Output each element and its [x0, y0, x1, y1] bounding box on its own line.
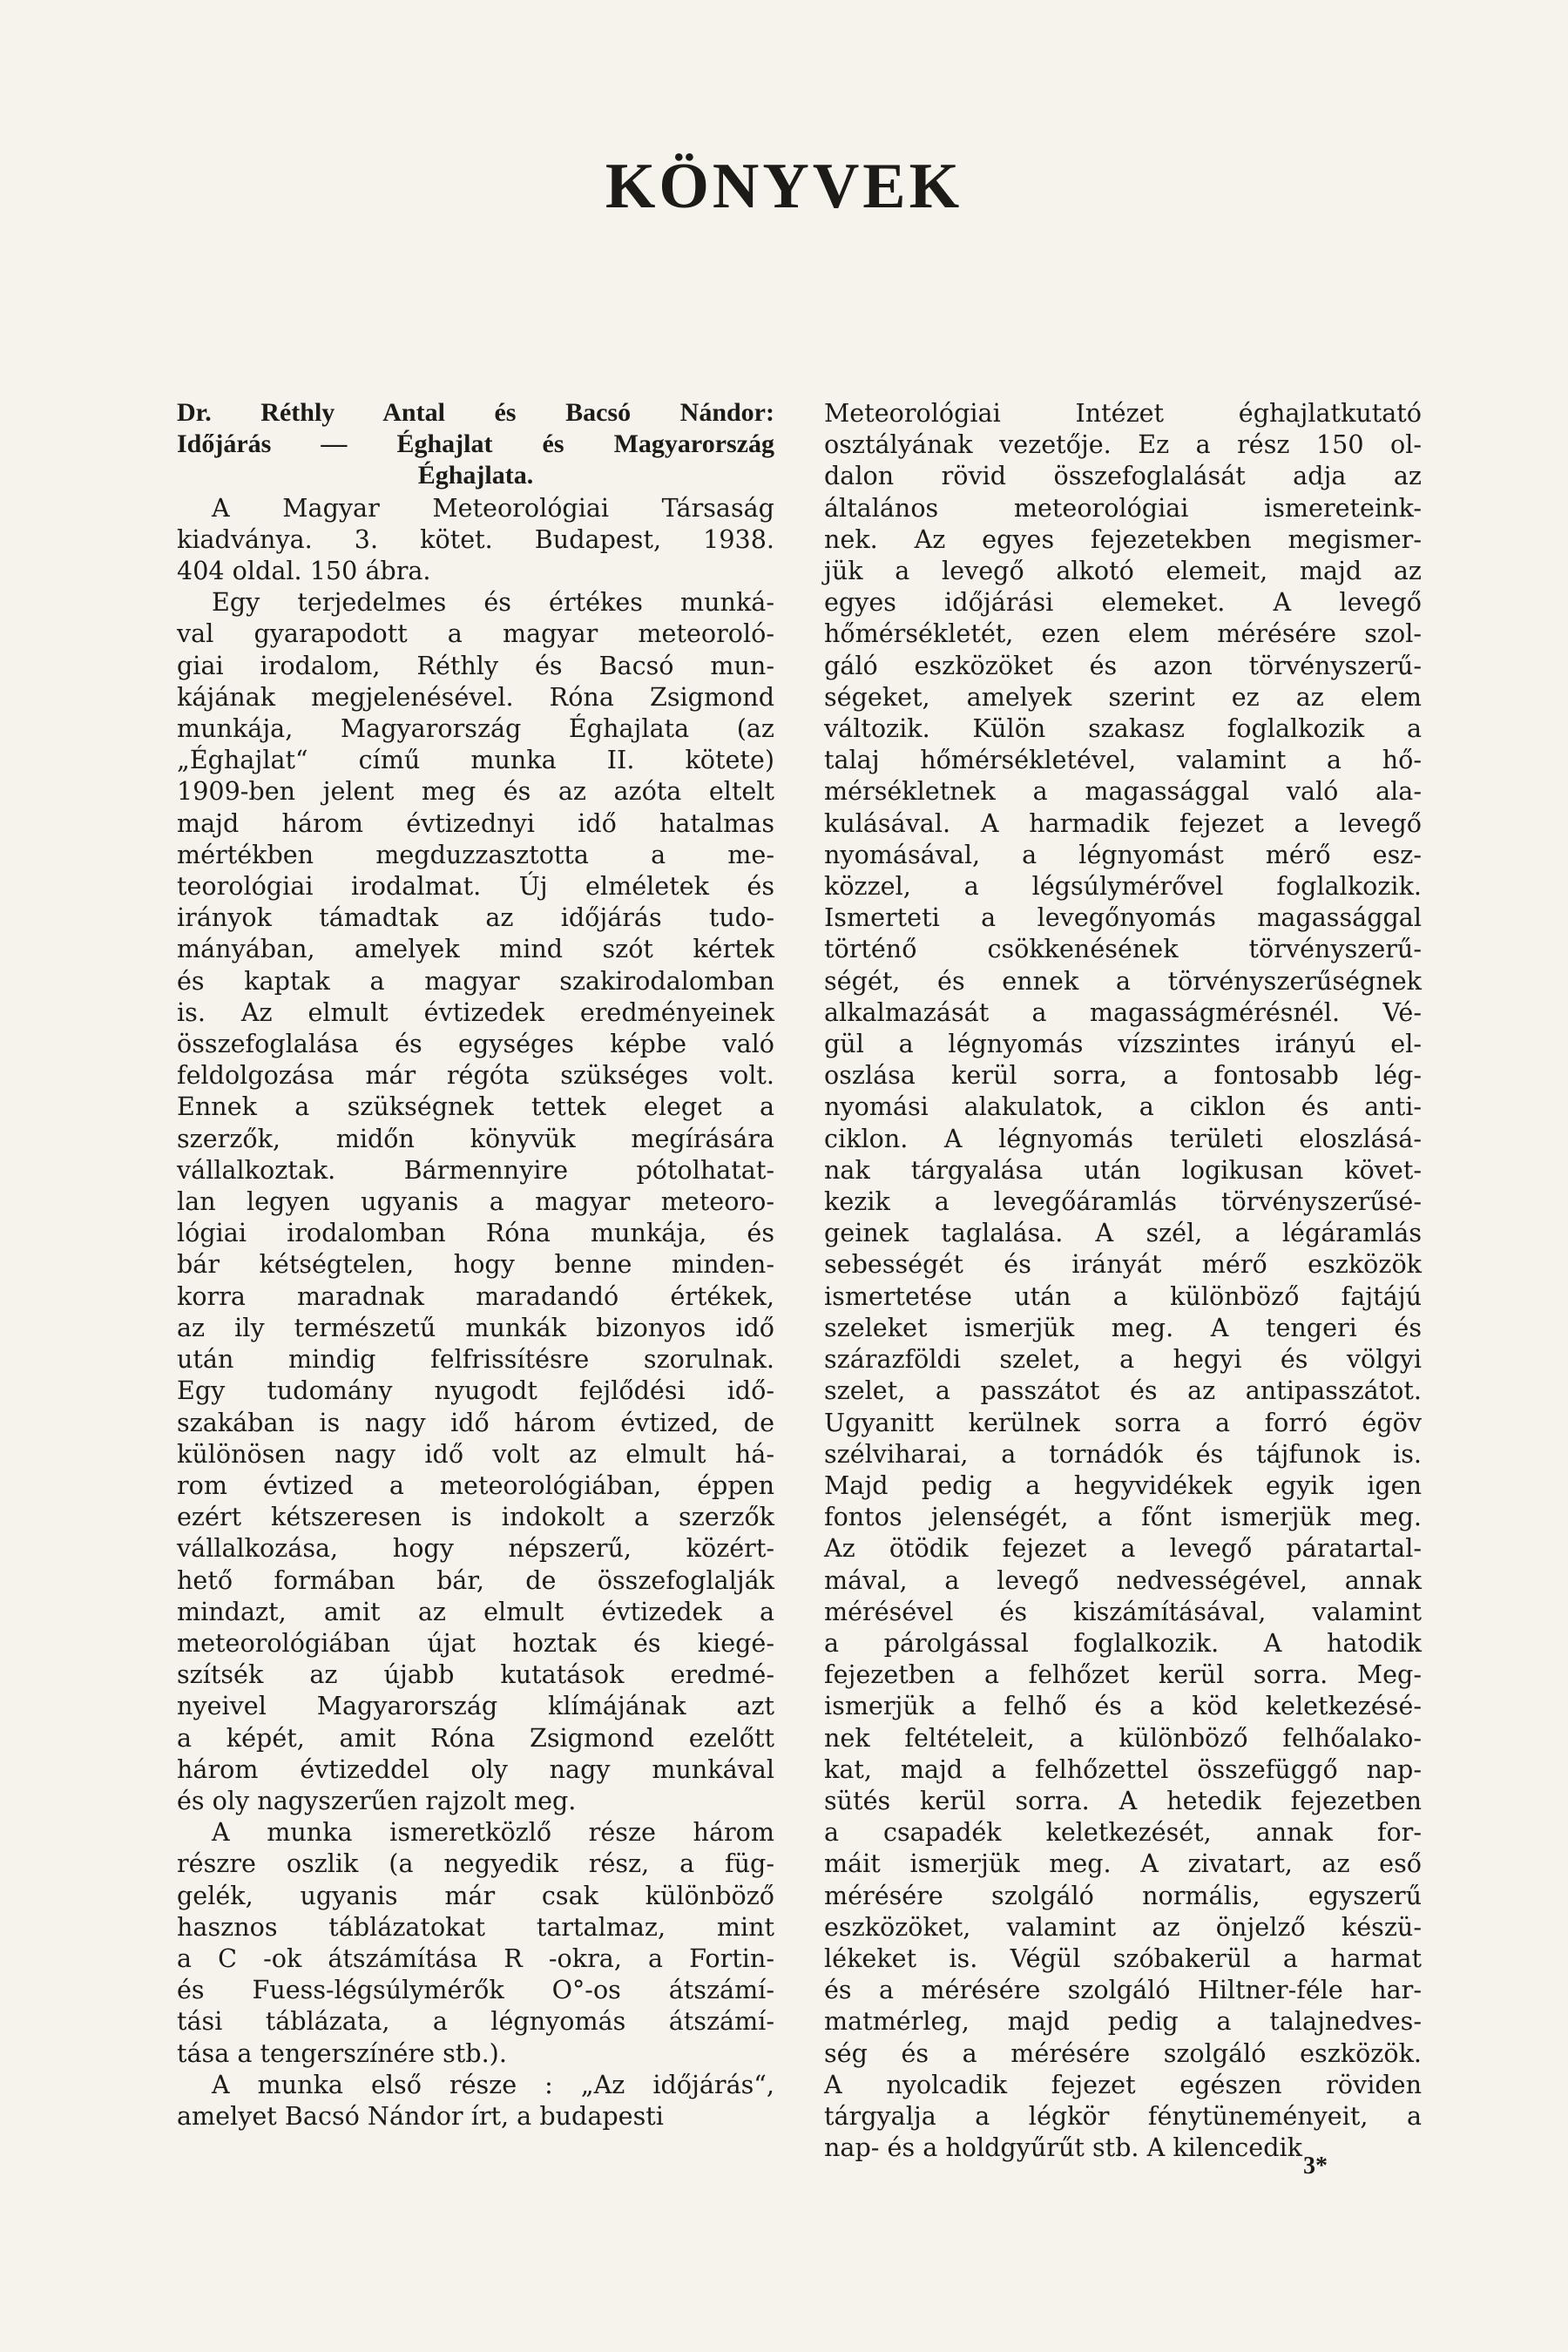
section-title: KÖNYVEK: [605, 151, 963, 222]
left-column-line: A munka ismeretközlő része három: [212, 1817, 774, 1848]
left-column-line: feldolgozása már régóta szükséges volt.: [177, 1060, 774, 1091]
right-column-line: jük a levegő alkotó elemeit, majd az: [824, 556, 1422, 586]
right-column-line: szelet, a passzátot és az antipasszátot.: [824, 1375, 1422, 1406]
page-number: 3*: [1303, 2153, 1328, 2180]
right-column-line: mával, a levegő nedvességével, annak: [824, 1565, 1422, 1595]
left-column-line: mértékben megduzzasztotta a me-: [177, 839, 774, 869]
right-column: [824, 397, 1422, 2163]
right-column-line: ség és a mérésére szolgáló eszközök.: [824, 2038, 1422, 2068]
review-heading-line: Időjárás — Éghajlat és Magyarország: [177, 429, 774, 459]
left-column-line: 1909-ben jelent meg és az azóta eltelt: [177, 776, 774, 807]
left-column-line: munkája, Magyarország Éghajlata (az: [177, 713, 774, 744]
review-heading-line: Dr. Réthly Antal és Bacsó Nándor:: [177, 398, 774, 427]
left-column-line: kiadványa. 3. kötet. Budapest, 1938.: [177, 524, 774, 554]
left-column-line: Egy terjedelmes és értékes munká-: [212, 587, 774, 618]
right-column-line: Ugyanitt kerülnek sorra a forró égöv: [824, 1407, 1422, 1437]
left-column-line: bár kétségtelen, hogy benne minden-: [177, 1249, 774, 1280]
left-column-line: három évtizeddel oly nagy munkával: [177, 1754, 774, 1784]
left-column-line: A Magyar Meteorológiai Társaság: [212, 492, 774, 523]
left-column-text: [177, 492, 774, 2132]
right-column-line: nyomásával, a légnyomást mérő esz-: [824, 839, 1422, 869]
left-column-line: majd három évtizednyi idő hatalmas: [177, 808, 774, 838]
right-column-line: kezik a levegőáramlás törvényszerűsé-: [824, 1186, 1422, 1217]
left-column-line: Egy tudomány nyugodt fejlődési idő-: [177, 1375, 774, 1406]
left-column-line: rom évtized a meteorológiában, éppen: [177, 1470, 774, 1500]
right-column-line: alkalmazását a magasságmérésnél. Vé-: [824, 997, 1422, 1027]
left-column-line: korra maradnak maradandó értékek,: [177, 1281, 774, 1311]
right-column-line: egyes időjárási elemeket. A levegő: [824, 587, 1422, 618]
left-column-line: vállalkoztak. Bármennyire pótolhatat-: [177, 1154, 774, 1185]
right-column-line: ismerjük a felhő és a köd keletkezésé-: [824, 1691, 1422, 1721]
right-column-line: gül a légnyomás vízszintes irányú el-: [824, 1029, 1422, 1059]
right-column-line: és a mérésére szolgáló Hiltner-féle har-: [824, 1975, 1422, 2005]
right-column-line: szeleket ismerjük meg. A tengeri és: [824, 1312, 1422, 1342]
left-column-line: a C -ok átszámítása R -okra, a Fortin-: [177, 1943, 774, 1973]
right-column-line: A nyolcadik fejezet egészen röviden: [824, 2069, 1422, 2099]
right-column-line: geinek taglalása. A szél, a légáramlás: [824, 1218, 1422, 1248]
left-column-line: teorológiai irodalmat. Új elméletek és: [177, 871, 774, 902]
right-column-line: hőmérsékletét, ezen elem mérésére szol-: [824, 618, 1422, 649]
right-column-line: sebességét és irányát mérő eszközök: [824, 1249, 1422, 1280]
right-column-line: kat, majd a felhőzettel összefüggő nap-: [824, 1754, 1422, 1784]
left-column-line: 404 oldal. 150 ábra.: [177, 556, 431, 586]
left-column-line: mindazt, amit az elmult évtizedek a: [177, 1596, 774, 1626]
right-column-line: tárgyalja a légkör fénytüneményeit, a: [824, 2100, 1422, 2131]
right-column-line: Majd pedig a hegyvidékek egyik igen: [824, 1470, 1422, 1500]
right-column-line: gáló eszközöket és azon törvényszerű-: [824, 650, 1422, 680]
right-column-line: kulásával. A harmadik fejezet a levegő: [824, 808, 1422, 838]
left-column-line: giai irodalom, Réthly és Bacsó mun-: [177, 650, 774, 680]
right-column-text: [824, 397, 1422, 2163]
left-column-line: tása a tengerszínére stb.).: [177, 2038, 507, 2068]
left-column-line: ezért kétszeresen is indokolt a szerzők: [177, 1502, 774, 1532]
right-column-line: szélviharai, a tornádók és tájfunok is.: [824, 1438, 1422, 1469]
right-column-line: eszközöket, valamint az önjelző készü-: [824, 1911, 1422, 1942]
left-column-line: meteorológiában újat hoztak és kiegé-: [177, 1627, 774, 1658]
right-column-line: ségeket, amelyek szerint ez az elem: [824, 681, 1422, 712]
left-column-line: és Fuess-légsúlymérők O°-os átszámí-: [177, 1975, 774, 2005]
right-column-line: szárazföldi szelet, a hegyi és völgyi: [824, 1344, 1422, 1375]
left-column-line: Ennek a szükségnek tettek eleget a: [177, 1092, 774, 1122]
left-column-line: után mindig felfrissítésre szorulnak.: [177, 1344, 774, 1375]
left-column-line: és oly nagyszerűen rajzolt meg.: [177, 1785, 577, 1815]
left-column-line: nyeivel Magyarország klímájának azt: [177, 1691, 774, 1721]
right-column-line: történő csökkenésének törvényszerű-: [824, 934, 1422, 964]
left-column-line: irányok támadtak az időjárás tudo-: [177, 902, 774, 933]
review-heading-line: Éghajlata.: [417, 461, 534, 490]
left-column-line: a képét, amit Róna Zsigmond ezelőtt: [177, 1722, 774, 1753]
left-column-line: lógiai irodalomban Róna munkája, és: [177, 1218, 774, 1248]
right-column-line: változik. Külön szakasz foglalkozik a: [824, 713, 1422, 744]
left-column-line: az ily természetű munkák bizonyos idő: [177, 1312, 774, 1342]
right-column-line: lékeket is. Végül szóbakerül a harmat: [824, 1943, 1422, 1973]
right-column-line: Meteorológiai Intézet éghajlatkutató: [824, 398, 1422, 428]
left-column-line: kájának megjelenésével. Róna Zsigmond: [177, 681, 774, 712]
left-column-line: „Éghajlat“ című munka II. kötete): [177, 745, 774, 775]
right-column-line: a párolgással foglalkozik. A hatodik: [824, 1627, 1422, 1658]
left-column-line: különösen nagy idő volt az elmult há-: [177, 1438, 774, 1469]
left-column-line: szerzők, midőn könyvük megírására: [177, 1123, 774, 1153]
right-column-line: nap- és a holdgyűrűt stb. A kilencedik: [824, 2132, 1303, 2163]
right-column-line: fontos jelenségét, a főnt ismerjük meg.: [824, 1502, 1422, 1532]
right-column-line: mérsékletnek a magassággal való ala-: [824, 776, 1422, 807]
right-column-line: dalon rövid összefoglalását adja az: [824, 461, 1422, 491]
left-column-line: gelék, ugyanis már csak különböző: [177, 1880, 774, 1910]
right-column-line: talaj hőmérsékletével, valamint a hő-: [824, 745, 1422, 775]
right-column-line: ségét, és ennek a törvényszerűségnek: [824, 965, 1422, 996]
left-column-line: val gyarapodott a magyar meteoroló-: [177, 618, 774, 649]
left-column-line: lan legyen ugyanis a magyar meteoro-: [177, 1186, 774, 1217]
right-column-line: oszlása kerül sorra, a fontosabb lég-: [824, 1060, 1422, 1091]
right-column-line: nak tárgyalása után logikusan követ-: [824, 1154, 1422, 1185]
right-column-line: a csapadék keletkezését, annak for-: [824, 1817, 1422, 1848]
right-column-line: Az ötödik fejezet a levegő páratartal-: [824, 1533, 1422, 1564]
left-column: [177, 397, 774, 2132]
right-column-line: mérésére szolgáló normális, egyszerű: [824, 1880, 1422, 1910]
right-column-line: közzel, a légsúlymérővel foglalkozik.: [824, 871, 1422, 902]
left-column-line: mányában, amelyek mind szót kértek: [177, 934, 774, 964]
left-column-line: és kaptak a magyar szakirodalomban: [177, 965, 774, 996]
left-column-line: amelyet Bacsó Nándor írt, a budapesti: [177, 2100, 664, 2131]
right-column-line: ciklon. A légnyomás területi eloszlásá-: [824, 1123, 1422, 1153]
left-column-line: részre oszlik (a negyedik rész, a füg-: [177, 1848, 774, 1879]
left-column-line: A munka első része : „Az időjárás“,: [212, 2069, 774, 2099]
right-column-line: nek. Az egyes fejezetekben megismer-: [824, 524, 1422, 554]
right-column-line: osztályának vezetője. Ez a rész 150 ol-: [824, 429, 1422, 460]
left-column-line: vállalkozása, hogy népszerű, közért-: [177, 1533, 774, 1564]
right-column-line: fejezetben a felhőzet kerül sorra. Meg-: [824, 1659, 1422, 1690]
right-column-line: máit ismerjük meg. A zivatart, az eső: [824, 1848, 1422, 1879]
left-column-line: hasznos táblázatokat tartalmaz, mint: [177, 1911, 774, 1942]
left-column-line: szítsék az újabb kutatások eredmé-: [177, 1659, 774, 1690]
right-column-line: mérésével és kiszámításával, valamint: [824, 1596, 1422, 1626]
left-column-line: szakában is nagy idő három évtized, de: [177, 1407, 774, 1437]
right-column-line: általános meteorológiai ismereteink-: [824, 492, 1422, 523]
left-column-line: hető formában bár, de összefoglalják: [177, 1565, 774, 1595]
left-column-line: összefoglalása és egységes képbe való: [177, 1029, 774, 1059]
right-column-line: matmérleg, majd pedig a talajnedves-: [824, 2006, 1422, 2037]
left-column-line: is. Az elmult évtizedek eredményeinek: [177, 997, 774, 1027]
right-column-line: ismertetése után a különböző fajtájú: [824, 1281, 1422, 1311]
left-column-line: tási táblázata, a légnyomás átszámí-: [177, 2006, 774, 2037]
right-column-line: Ismerteti a levegőnyomás magassággal: [824, 902, 1422, 933]
right-column-line: sütés kerül sorra. A hetedik fejezetben: [824, 1785, 1422, 1815]
right-column-line: nyomási alakulatok, a ciklon és anti-: [824, 1092, 1422, 1122]
right-column-line: nek feltételeit, a különböző felhőalako-: [824, 1722, 1422, 1753]
